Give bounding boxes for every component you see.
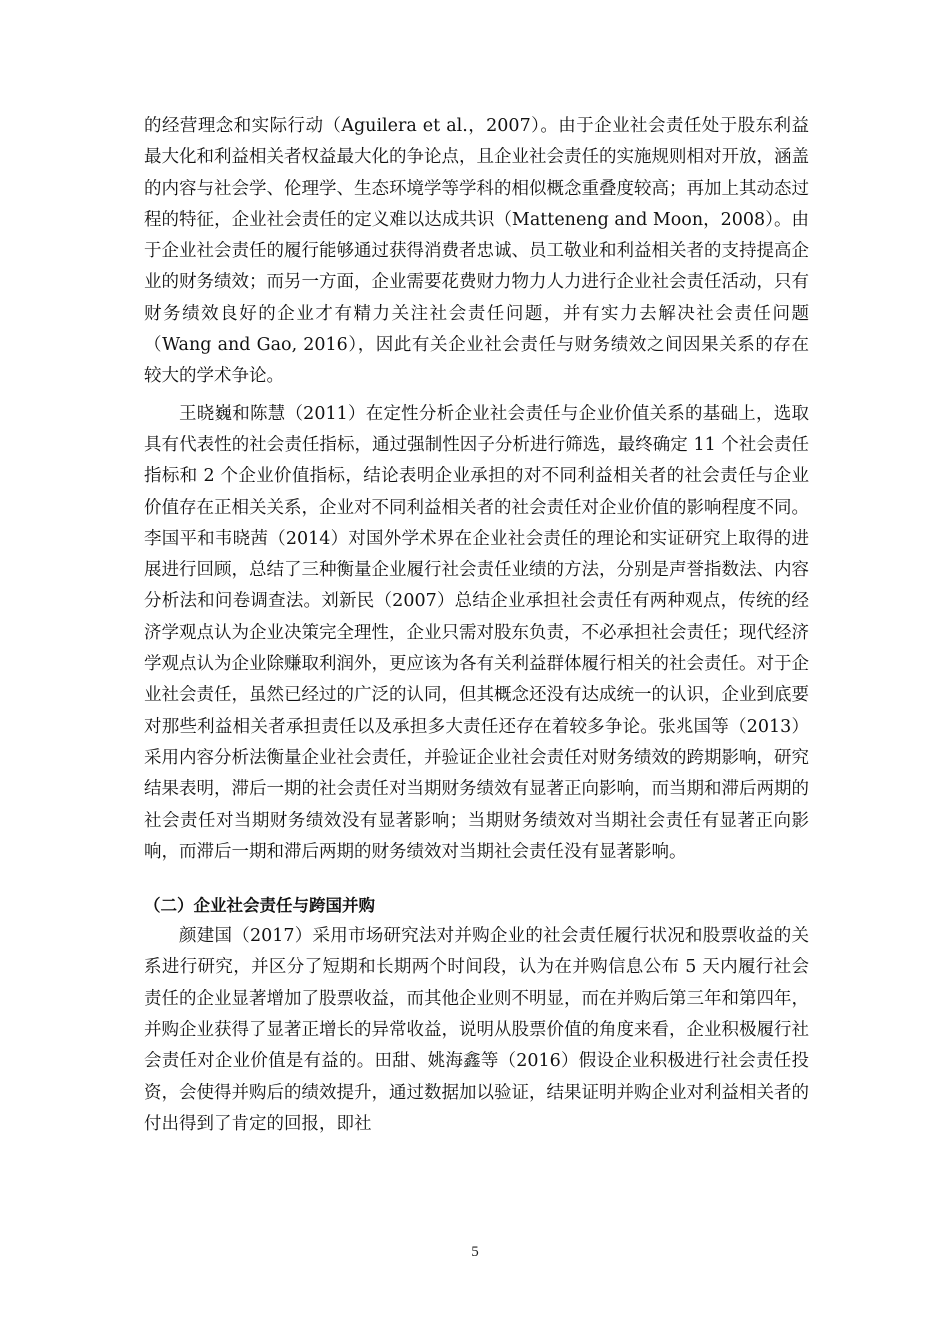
- paragraph-section-body: 颜建国（2017）采用市场研究法对并购企业的社会责任履行状况和股票收益的关系进行研究，并区分了短期和长期两个时间段，认为在并购信息公布 5 天内履行社会责任的企业显著增加了股票收益，而其他企业则不明显，而在并购后第三年和第四年，并购企业获得了显著正增长的异常收益，说明从股票价值的角度来看，企业积极履行社会责任对企业价值是有益的。田甜、姚海鑫等（2016）假设企业积极进行社会责任投资，会使得并购后的绩效提升，通过数据加以验证，结果证明并购企业对利益相关者的付出得到了肯定的回报，即社: [144, 926, 809, 1134]
- section-heading: （二）企业社会责任与跨国并购: [144, 896, 375, 916]
- paragraph-continued: 的经营理念和实际行动（Aguilera et al.，2007）。由于企业社会责任处于股东利益最大化和利益相关者权益最大化的争论点，且企业社会责任的实施规则相对开放，涵盖的内容与社会学、伦理学、生态环境学等学科的相似概念重叠度较高；再加上其动态过程的特征，企业社会责任的定义难以达成共识（Matteneng and Moon，2008）。由于企业社会责任的履行能够通过获得消费者忠诚、员工敬业和利益相关者的支持提高企业的财务绩效；而另一方面，企业需要花费财力物力人力进行企业社会责任活动，只有财务绩效良好的企业才有精力关注社会责任问题，并有实力去解决社会责任问题（Wang and Gao, 2016），因此有关企业社会责任与财务绩效之间因果关系的存在较大的学术争论。: [144, 116, 809, 387]
- body-text: [144, 111, 809, 1140]
- page-number: 5: [471, 1244, 479, 1260]
- paragraph-literature-review: 王晓巍和陈慧（2011）在定性分析企业社会责任与企业价值关系的基础上，选取具有代表性的社会责任指标，通过强制性因子分析进行筛选，最终确定 11 个社会责任指标和 2 个企业价值指标，结论表明企业承担的对不同利益相关者的社会责任与企业价值存在正相关关系，企业对不同利益相关者的社会责任对企业价值的影响程度不同。李国平和韦晓茜（2014）对国外学术界在企业社会责任的理论和实证研究上取得的进展进行回顾，总结了三种衡量企业履行社会责任业绩的方法，分别是声誉指数法、内容分析法和问卷调查法。刘新民（2007）总结企业承担社会责任有两种观点，传统的经济学观点认为企业决策完全理性，企业只需对股东负责，不必承担社会责任；现代经济学观点认为企业除赚取利润外，更应该为各有关利益群体履行相关的社会责任。对于企业社会责任，虽然已经过的广泛的认同，但其概念还没有达成统一的认识，企业到底要对那些利益相关者承担责任以及承担多大责任还存在着较多争论。张兆国等（2013）采用内容分析法衡量企业社会责任，并验证企业社会责任对财务绩效的跨期影响，研究结果表明，滞后一期的社会责任对当期财务绩效有显著正向影响，而当期和滞后两期的社会责任对当期财务绩效没有显著影响；当期财务绩效对当期社会责任有显著正向影响，而滞后一期和滞后两期的财务绩效对当期社会责任没有显著影响。: [144, 403, 809, 862]
